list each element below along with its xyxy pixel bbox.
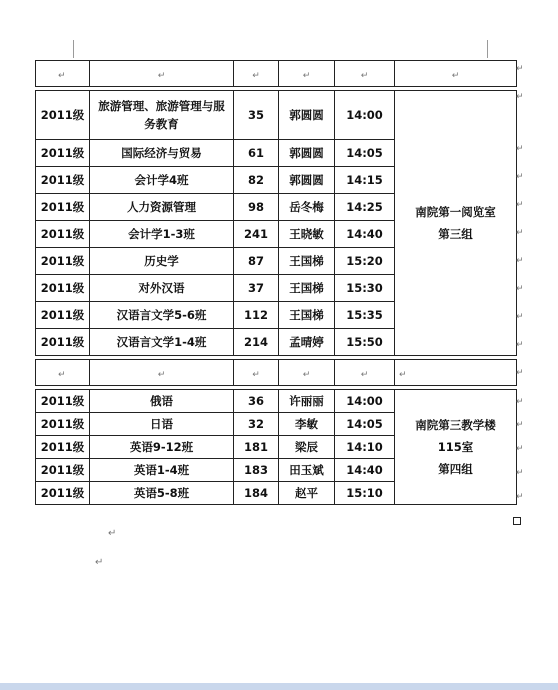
paragraph-mark: ↵ [95,557,104,568]
row-end-mark: ↵ [516,397,524,407]
count-cell[interactable]: 98 [234,194,279,221]
grade-cell[interactable]: 2011级 [36,459,90,482]
time-cell[interactable]: 15:50 [335,329,395,356]
row-end-mark: ↵ [516,64,524,74]
row-end-mark: ↵ [516,492,524,502]
margin-corner-mark-left [73,40,74,58]
teacher-cell[interactable]: 田玉斌 [279,459,335,482]
cell-end-mark: ↵ [58,369,66,380]
count-cell[interactable]: 181 [234,436,279,459]
time-cell[interactable]: 14:00 [335,390,395,413]
teacher-cell[interactable]: 郭圆圆 [279,167,335,194]
time-cell[interactable]: 14:40 [335,221,395,248]
table-cell[interactable] [90,360,234,386]
time-cell[interactable]: 15:20 [335,248,395,275]
room-name: 南院第三教学楼 [415,418,496,432]
time-cell[interactable]: 14:00 [335,91,395,140]
major-cell[interactable]: 国际经济与贸易 [90,140,234,167]
table-cell[interactable] [335,61,395,87]
grade-cell[interactable]: 2011级 [36,302,90,329]
teacher-cell[interactable]: 王国梯 [279,248,335,275]
teacher-cell[interactable]: 许丽丽 [279,390,335,413]
table-cell[interactable] [395,360,517,386]
major-cell[interactable]: 旅游管理、旅游管理与服务教育 [90,91,234,140]
cell-end-mark: ↵ [451,70,460,81]
paragraph-mark: ↵ [108,528,117,539]
major-cell[interactable]: 人力资源管理 [90,194,234,221]
cell-end-mark: ↵ [252,70,260,81]
major-cell[interactable]: 汉语言文学5-6班 [90,302,234,329]
cell-end-mark: ↵ [399,369,407,380]
row-end-mark: ↵ [516,468,524,478]
time-cell[interactable]: 14:05 [335,140,395,167]
count-cell[interactable]: 36 [234,390,279,413]
time-cell[interactable]: 14:05 [335,413,395,436]
time-cell[interactable]: 15:10 [335,482,395,505]
row-end-mark: ↵ [516,340,524,350]
teacher-cell[interactable]: 梁辰 [279,436,335,459]
teacher-cell[interactable]: 岳冬梅 [279,194,335,221]
row-end-mark: ↵ [516,368,524,378]
spacer-row-top [36,61,517,87]
grade-cell[interactable]: 2011级 [36,140,90,167]
major-cell[interactable]: 英语9-12班 [90,436,234,459]
grade-cell[interactable]: 2011级 [36,329,90,356]
table-cell[interactable] [234,360,279,386]
cell-end-mark: ↵ [360,70,369,81]
grade-cell[interactable]: 2011级 [36,91,90,140]
row-end-mark: ↵ [516,256,524,266]
major-cell[interactable]: 日语 [90,413,234,436]
row-end-mark: ↵ [516,312,524,322]
time-cell[interactable]: 14:15 [335,167,395,194]
cell-end-mark: ↵ [302,369,311,380]
table-cell[interactable] [234,61,279,87]
exam-room-cell-group-3[interactable] [395,91,517,356]
table-cell[interactable] [36,61,90,87]
major-cell[interactable]: 会计学1-3班 [90,221,234,248]
table-row [36,91,517,140]
teacher-cell[interactable]: 郭圆圆 [279,140,335,167]
cell-end-mark: ↵ [58,70,66,81]
time-cell[interactable]: 14:40 [335,459,395,482]
teacher-cell[interactable]: 李敏 [279,413,335,436]
major-cell[interactable]: 汉语言文学1-4班 [90,329,234,356]
table-cell[interactable] [279,360,335,386]
cell-end-mark: ↵ [157,369,166,380]
cell-end-mark: ↵ [252,369,260,380]
row-end-mark: ↵ [516,444,524,454]
teacher-cell[interactable]: 王国梯 [279,275,335,302]
grade-cell[interactable]: 2011级 [36,413,90,436]
grade-cell[interactable]: 2011级 [36,248,90,275]
major-cell[interactable]: 英语5-8班 [90,482,234,505]
row-end-mark: ↵ [516,228,524,238]
teacher-cell[interactable]: 孟晴婷 [279,329,335,356]
grade-cell[interactable]: 2011级 [36,482,90,505]
table-cell[interactable] [279,61,335,87]
major-cell[interactable]: 英语1-4班 [90,459,234,482]
status-bar-strip [0,683,558,690]
schedule-table [35,60,517,505]
exam-room-cell-group-4[interactable] [395,390,517,505]
room-name: 南院第一阅览室 [415,205,496,219]
margin-corner-mark-right [487,40,488,58]
teacher-cell[interactable]: 郭圆圆 [279,91,335,140]
spacer-row-middle [36,360,517,386]
count-cell[interactable]: 241 [234,221,279,248]
table-cell[interactable] [395,61,517,87]
major-cell[interactable]: 对外汉语 [90,275,234,302]
teacher-cell[interactable]: 赵平 [279,482,335,505]
time-cell[interactable]: 14:25 [335,194,395,221]
table-cell[interactable] [335,360,395,386]
row-end-mark: ↵ [516,144,524,154]
count-cell[interactable]: 82 [234,167,279,194]
major-cell[interactable]: 历史学 [90,248,234,275]
row-end-mark: ↵ [516,172,524,182]
table-resize-handle[interactable] [513,517,521,525]
grade-cell[interactable]: 2011级 [36,194,90,221]
cell-end-mark: ↵ [302,70,311,81]
count-cell[interactable]: 35 [234,91,279,140]
grade-cell[interactable]: 2011级 [36,436,90,459]
count-cell[interactable]: 32 [234,413,279,436]
table-cell[interactable] [90,61,234,87]
row-end-mark: ↵ [516,92,524,102]
cell-end-mark: ↵ [157,70,166,81]
count-cell[interactable]: 61 [234,140,279,167]
major-cell[interactable]: 俄语 [90,390,234,413]
room-number: 115室 [437,440,474,454]
time-cell[interactable]: 15:35 [335,302,395,329]
teacher-cell[interactable]: 王晓敏 [279,221,335,248]
row-end-mark: ↵ [516,284,524,294]
count-cell[interactable]: 184 [234,482,279,505]
count-cell[interactable]: 112 [234,302,279,329]
count-cell[interactable]: 214 [234,329,279,356]
table-cell[interactable] [36,360,90,386]
room-group: 第四组 [438,462,473,476]
grade-cell[interactable]: 2011级 [36,275,90,302]
count-cell[interactable]: 183 [234,459,279,482]
time-cell[interactable]: 14:10 [335,436,395,459]
grade-cell[interactable]: 2011级 [36,167,90,194]
row-end-mark: ↵ [516,420,524,430]
teacher-cell[interactable]: 王国梯 [279,302,335,329]
table-row [36,390,517,413]
count-cell[interactable]: 37 [234,275,279,302]
cell-end-mark: ↵ [360,369,369,380]
row-end-mark: ↵ [516,200,524,210]
count-cell[interactable]: 87 [234,248,279,275]
time-cell[interactable]: 15:30 [335,275,395,302]
room-group: 第三组 [438,227,473,241]
grade-cell[interactable]: 2011级 [36,390,90,413]
grade-cell[interactable]: 2011级 [36,221,90,248]
major-cell[interactable]: 会计学4班 [90,167,234,194]
